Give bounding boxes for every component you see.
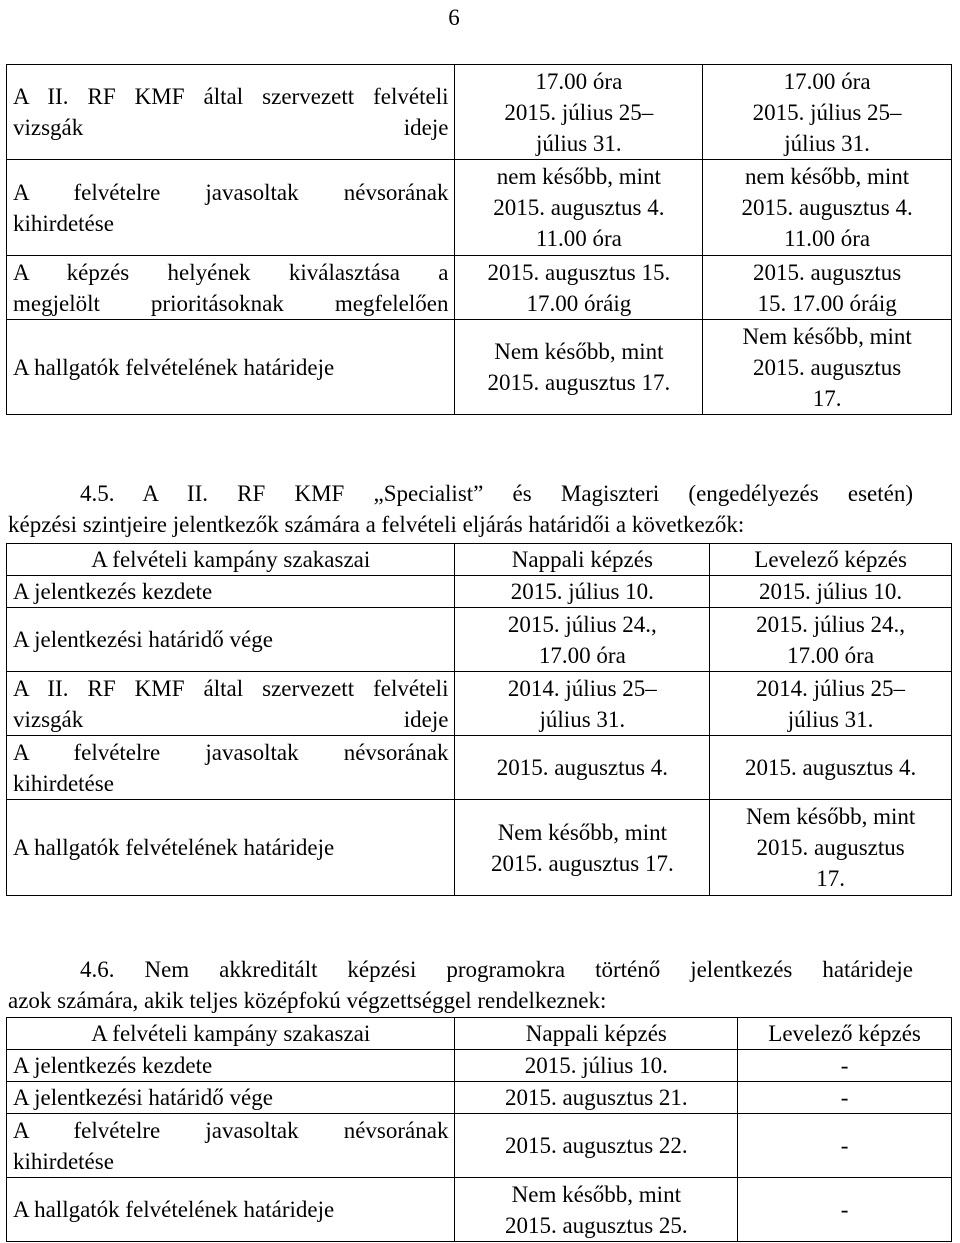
levelezo-cell: 2015. július 24., 17.00 óra: [710, 608, 952, 672]
table-row: [7, 1050, 952, 1082]
table-row: [7, 1178, 952, 1242]
nappali-cell: 2015. augusztus 15. 17.00 óráig: [455, 256, 703, 320]
levelezo-cell: Nem később, mint 2015. augusztus 17.: [710, 800, 952, 896]
column-header: Nappali képzés: [455, 1018, 738, 1050]
section-4-5-line-1: 4.5. A II. RF KMF „Specialist” és Magiszteri (engedélyezés esetén): [80, 481, 913, 506]
row-label: A jelentkezési határidő vége: [7, 1082, 455, 1114]
levelezo-cell: -: [738, 1114, 952, 1178]
nappali-cell: 17.00 óra 2015. július 25– július 31.: [455, 65, 703, 160]
section-4-6-line-2: azok számára, akik teljes középfokú végzettséggel rendelkeznek:: [8, 988, 607, 1013]
levelezo-cell: -: [738, 1082, 952, 1114]
table-row: [7, 65, 952, 160]
row-label: A képzés helyének kiválasztása a megjelölt prioritásoknak megfelelően: [7, 256, 455, 320]
levelezo-cell: -: [738, 1178, 952, 1242]
section-4-5-intro: [8, 478, 913, 540]
nappali-cell: 2015. augusztus 4.: [455, 736, 710, 800]
column-header: Nappali képzés: [455, 544, 710, 576]
nappali-cell: Nem később, mint 2015. augusztus 17.: [455, 320, 703, 415]
table-row: [7, 800, 952, 896]
column-header: A felvételi kampány szakaszai: [7, 1018, 455, 1050]
column-header: Levelező képzés: [738, 1018, 952, 1050]
levelezo-cell: 2015. augusztus 15. 17.00 óráig: [703, 256, 952, 320]
levelezo-cell: Nem később, mint 2015. augusztus 17.: [703, 320, 952, 415]
levelezo-cell: 2014. július 25– július 31.: [710, 672, 952, 736]
admission-schedule-table-2: [6, 543, 952, 896]
column-header: A felvételi kampány szakaszai: [7, 544, 455, 576]
nappali-cell: 2015. július 10.: [455, 1050, 738, 1082]
section-4-6-intro: [8, 954, 913, 1016]
table-row: [7, 672, 952, 736]
table-row: [7, 608, 952, 672]
levelezo-cell: -: [738, 1050, 952, 1082]
nappali-cell: Nem később, mint 2015. augusztus 17.: [455, 800, 710, 896]
row-label: A II. RF KMF által szervezett felvételi vizsgák ideje: [7, 672, 455, 736]
levelezo-cell: 17.00 óra 2015. július 25– július 31.: [703, 65, 952, 160]
nappali-cell: 2015. augusztus 21.: [455, 1082, 738, 1114]
nappali-cell: 2015. július 24., 17.00 óra: [455, 608, 710, 672]
admission-schedule-table-1: [6, 64, 952, 415]
nappali-cell: nem később, mint 2015. augusztus 4. 11.00 óra: [455, 160, 703, 256]
column-header: Levelező képzés: [710, 544, 952, 576]
table-row: [7, 576, 952, 608]
row-label: A jelentkezési határidő vége: [7, 608, 455, 672]
table-row: [7, 736, 952, 800]
nappali-cell: Nem később, mint 2015. augusztus 25.: [455, 1178, 738, 1242]
row-label: A jelentkezés kezdete: [7, 576, 455, 608]
nappali-cell: 2015. július 10.: [455, 576, 710, 608]
row-label: A felvételre javasoltak névsorának kihirdetése: [7, 1114, 455, 1178]
row-label: A felvételre javasoltak névsorának kihirdetése: [7, 736, 455, 800]
table-row: [7, 256, 952, 320]
row-label: A jelentkezés kezdete: [7, 1050, 455, 1082]
row-label: A hallgatók felvételének határideje: [7, 800, 455, 896]
table-row: [7, 320, 952, 415]
page-number: 6: [448, 5, 460, 30]
levelezo-cell: nem később, mint 2015. augusztus 4. 11.00 óra: [703, 160, 952, 256]
row-label: A hallgatók felvételének határideje: [7, 320, 455, 415]
table-row: [7, 160, 952, 256]
row-label: A felvételre javasoltak névsorának kihirdetése: [7, 160, 455, 256]
section-4-6-line-1: 4.6. Nem akkreditált képzési programokra történő jelentkezés határideje: [80, 957, 913, 982]
table-header-row: [7, 1018, 952, 1050]
nappali-cell: 2015. augusztus 22.: [455, 1114, 738, 1178]
section-4-5-line-2: képzési szintjeire jelentkezők számára a felvételi eljárás határidői a következők:: [8, 512, 745, 537]
nappali-cell: 2014. július 25– július 31.: [455, 672, 710, 736]
levelezo-cell: 2015. augusztus 4.: [710, 736, 952, 800]
table-header-row: [7, 544, 952, 576]
table-row: [7, 1114, 952, 1178]
levelezo-cell: 2015. július 10.: [710, 576, 952, 608]
table-row: [7, 1082, 952, 1114]
row-label: A hallgatók felvételének határideje: [7, 1178, 455, 1242]
row-label: A II. RF KMF által szervezett felvételi vizsgák ideje: [7, 65, 455, 160]
admission-schedule-table-3: [6, 1017, 952, 1242]
